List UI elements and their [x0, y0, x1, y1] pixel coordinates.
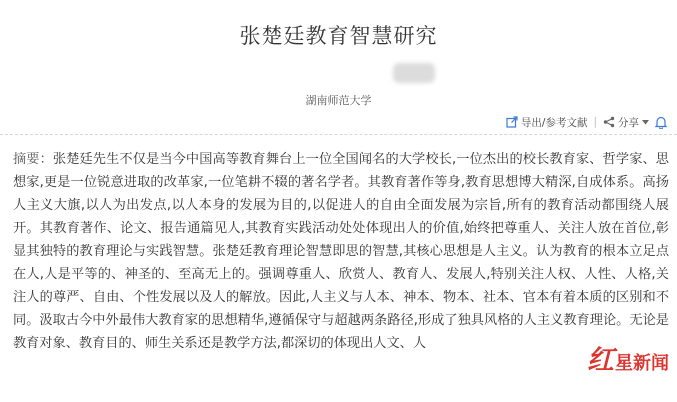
share-label: 分享: [618, 116, 639, 129]
abstract: [13, 148, 669, 355]
header-divider: [0, 134, 677, 135]
news-watermark-logo: [587, 346, 669, 376]
export-citation-label: 导出/参考文献: [520, 116, 588, 129]
author-affiliation[interactable]: 湖南师范大学: [305, 94, 372, 107]
bell-icon: [655, 116, 667, 129]
blurred-author-name: [393, 63, 435, 83]
toolbar: [506, 113, 667, 131]
chevron-down-icon: [642, 120, 649, 125]
watermark-text: 星新闻: [615, 353, 669, 374]
abstract-label: 摘要：: [13, 152, 53, 167]
share-button[interactable]: [603, 115, 649, 130]
share-icon: [603, 116, 615, 128]
export-citation-button[interactable]: [506, 115, 588, 130]
abstract-text: 张楚廷先生不仅是当今中国高等教育舞台上一位全国闻名的大学校长,一位杰出的校长教育家、哲学家、思想家,更是一位锐意进取的改革家,一位笔耕不辍的著名学者。其教育著作等身,教育思想博大精深,自成体系。高扬人主义大旗,以人为出发点,以人本身的发展为目的,以促进人的自由全面发展为宗旨,所有的教育活动都围绕人展开。其教育著作、论文、报告通篇见人,其教育实践活动处处体现出人的价值,始终把尊重人、关注人放在首位,彰显其独特的教育理论与实践智慧。张楚廷教育理论智慧即思的智慧,其核心思想是人主义。认为教育的根本立足点在人,人是平等的、神圣的、至高无上的。强调尊重人、欣赏人、教育人、发展人,特别关注人权、人性、人格,关注人的尊严、自由、个性发展以及人的解放。因此,人主义与人本、神本、物本、社本、官本有着本质的区别和不同。汲取古今中外最伟大教育家的思想精华,遵循保守与超越两条路径,形成了独具风格的人主义教育理论。无论是教育对象、教育目的、师生关系还是教学方法,都深切的体现出人文、人: [13, 152, 669, 351]
watermark-mark: 红: [587, 345, 614, 376]
alert-button[interactable]: [655, 116, 667, 129]
export-icon: [506, 116, 518, 128]
toolbar-separator: |: [593, 116, 597, 128]
paper-title: 张楚廷教育智慧研究: [239, 24, 438, 48]
